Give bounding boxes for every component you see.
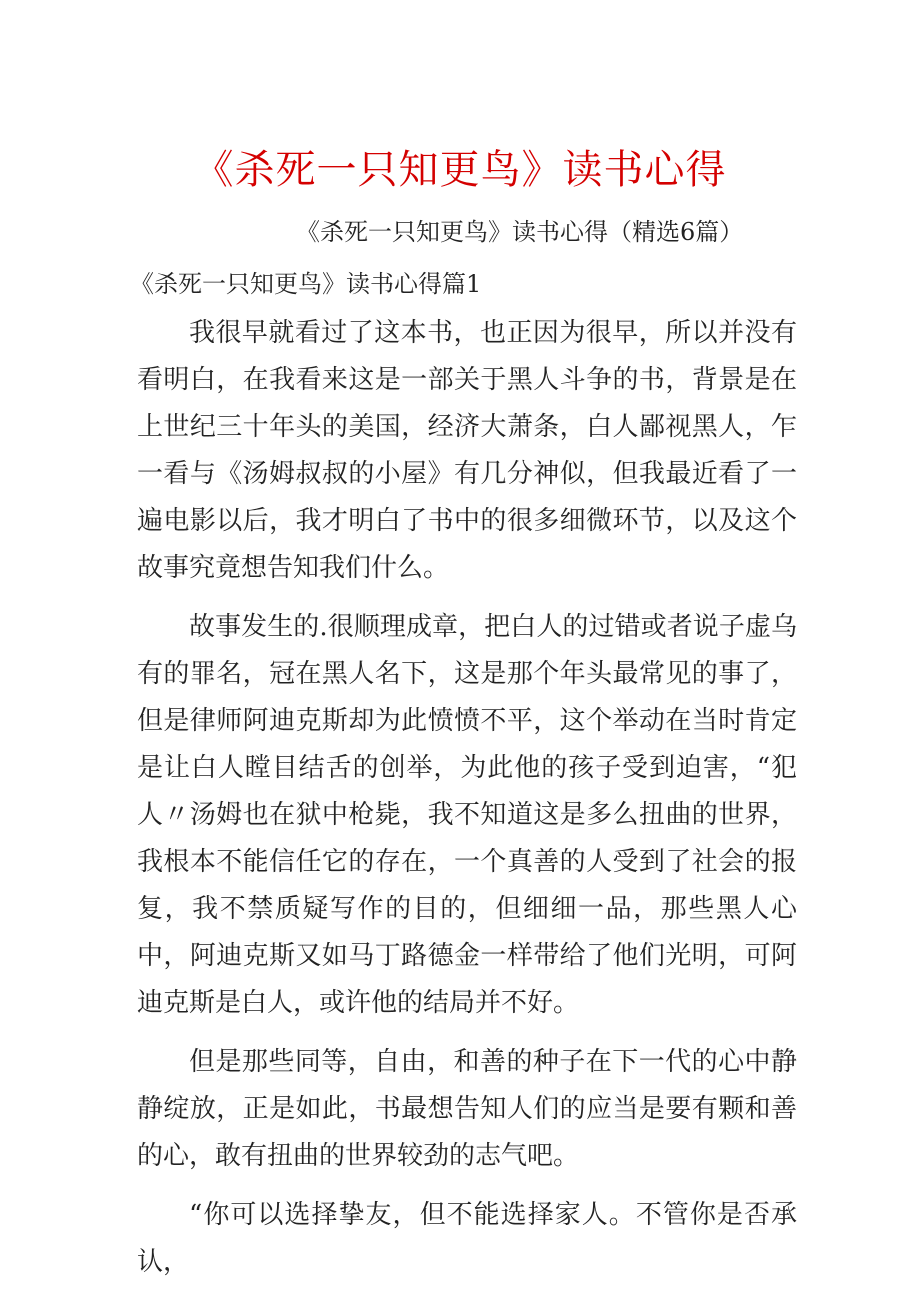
body-text (137, 310, 797, 1298)
section-heading: 《杀死一只知更鸟》读书心得篇1 (130, 270, 482, 298)
paragraph-2: 故事发生的.很顺理成章，把白人的过错或者说子虚乌有的罪名，冠在黑人名下，这是那个年头最常见的事了，但是律师阿迪克斯却为此愤愤不平，这个举动在当时肯定是让白人瞠目结舌的创举，为此他的孩子受到迫害，“犯人〃汤姆也在狱中枪毙，我不知道这是多么扭曲的世界，我根本不能信任它的存在，一个真善的人受到了社会的报复，我不禁质疑写作的目的，但细细一品，那些黑人心中，阿迪克斯又如马丁路德金一样带给了他们光明，可阿迪克斯是白人，或许他的结局并不好。 (137, 612, 797, 1018)
paragraph-4: “你可以选择挚友，但不能选择家人。不管你是否承认， (137, 1200, 797, 1277)
paragraph-1: 我很早就看过了这本书，也正因为很早，所以并没有看明白，在我看来这是一部关于黑人斗争的书，背景是在上世纪三十年头的美国，经济大萧条，白人鄙视黑人，乍一看与《汤姆叔叔的小屋》有几分神似，但我最近看了一遍电影以后，我才明白了书中的很多细微环节，以及这个故事究竟想告知我们什么。 (137, 318, 797, 583)
document-title: 《杀死一只知更鸟》读书心得 (193, 147, 727, 193)
paragraph-3: 但是那些同等，自由，和善的种子在下一代的心中静静绽放，正是如此，书最想告知人们的应当是要有颗和善的心，敢有扭曲的世界较劲的志气吧。 (137, 1047, 797, 1171)
document-subtitle: 《杀死一只知更鸟》读书心得（精选6篇） (296, 218, 744, 246)
